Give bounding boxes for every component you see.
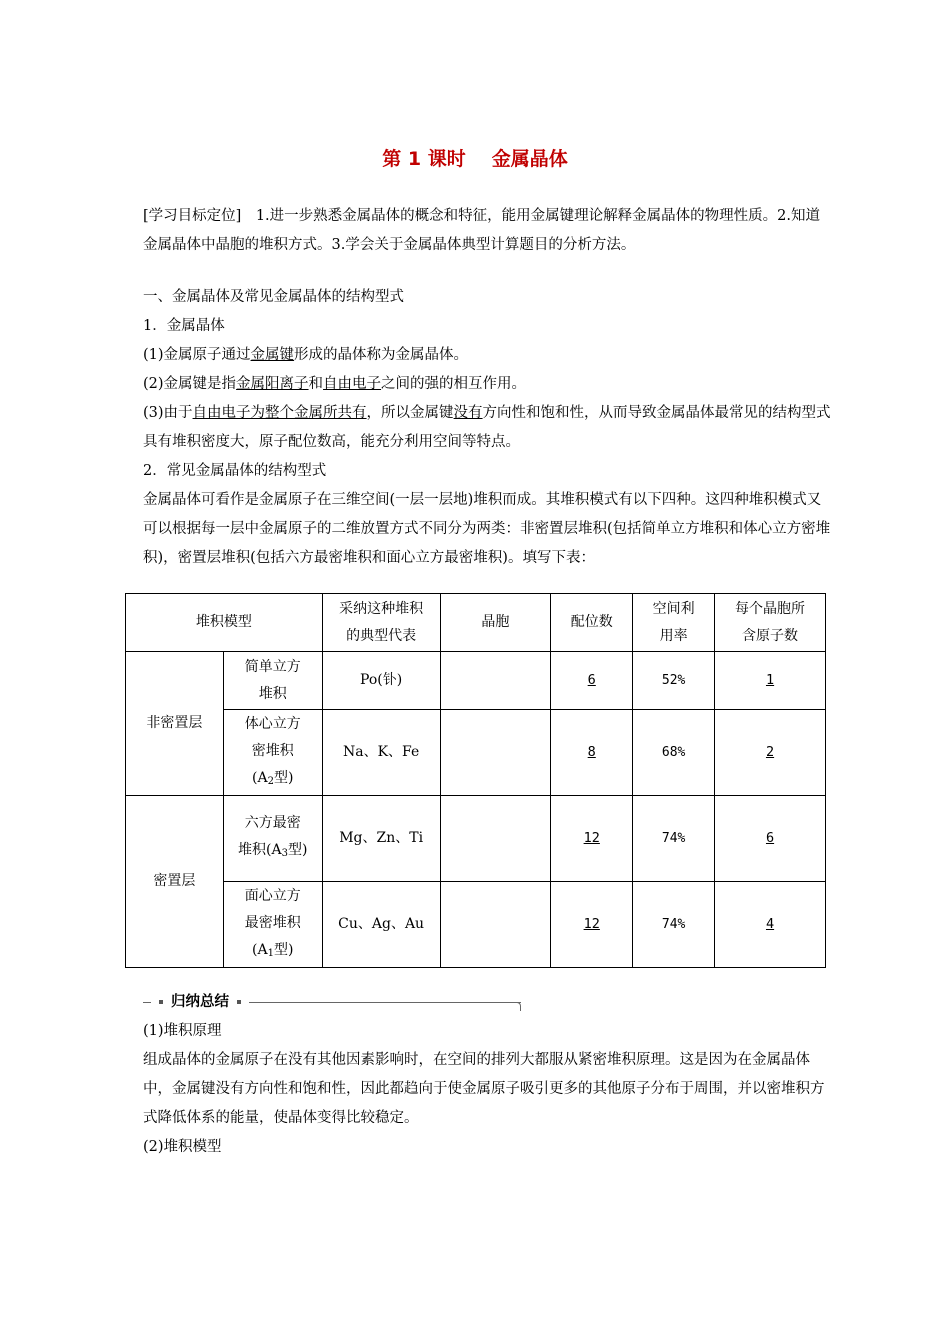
coord-cell: 6	[551, 652, 633, 710]
header-cell: 堆积模型	[126, 594, 323, 652]
coord-cell: 12	[551, 796, 633, 882]
coord-cell: 8	[551, 710, 633, 796]
section-1	[143, 283, 833, 573]
table-row	[126, 796, 826, 882]
answer-blank: 没有	[453, 405, 483, 421]
paragraph: 组成晶体的金属原子在没有其他因素影响时，在空间的排列大都服从紧密堆积原理。这是因为在金属晶体中，金属键没有方向性和饱和性，因此都趋向于使金属原子吸引更多的其他原子分布于周围，并以密堆积方式降低体系的能量，使晶体变得比较稳定。	[143, 1052, 825, 1126]
atoms-cell: 2	[715, 710, 826, 796]
rep-cell: Po(钋)	[322, 652, 440, 710]
header-cell: 配位数	[551, 594, 633, 652]
atoms-cell: 1	[715, 652, 826, 710]
header-cell: 空间利用率	[633, 594, 715, 652]
model-cell: 体心立方密堆积 ($A_2$型)	[223, 710, 322, 796]
model-cell: 面心立方最密堆积 ($A_1$型)	[223, 882, 322, 968]
paragraph: (2)金属键是指金属阳离子和自由电子之间的强的相互作用。	[143, 376, 527, 392]
cell-diagram	[440, 882, 551, 968]
coord-cell: 12	[551, 882, 633, 968]
cell-diagram	[440, 710, 551, 796]
rate-cell: 74%	[633, 882, 715, 968]
lesson-topic: 金属晶体	[491, 148, 568, 170]
paragraph: (1)金属原子通过金属键形成的晶体称为金属晶体。	[143, 347, 469, 363]
page-title	[0, 144, 950, 171]
rep-cell: Cu、Ag、Au	[322, 882, 440, 968]
summary-heading: (1)堆积原理	[143, 1023, 222, 1039]
cell-diagram	[440, 652, 551, 710]
header-cell: 每个晶胞所含原子数	[715, 594, 826, 652]
header-cell: 采纳这种堆积的典型代表	[322, 594, 440, 652]
rate-cell: 68%	[633, 710, 715, 796]
model-cell: 六方最密堆积($A_3$型)	[223, 796, 322, 882]
subsection-heading: 2．常见金属晶体的结构型式	[143, 463, 327, 479]
rate-cell: 74%	[633, 796, 715, 882]
subsection-heading: 1．金属晶体	[143, 318, 225, 334]
header-cell: 晶胞	[440, 594, 551, 652]
paragraph: (3)由于自由电子为整个金属所共有，所以金属键没有方向性和饱和性，从而导致金属晶体最常见的结构型式具有堆积密度大，原子配位数高，能充分利用空间等特点。	[143, 405, 831, 450]
summary-label: 归纳总结	[151, 991, 249, 1013]
group-cell: 非密置层	[126, 652, 224, 796]
summary-section	[143, 1017, 833, 1162]
table-row	[126, 652, 826, 710]
answer-blank: 自由电子为整个金属所共有	[192, 405, 367, 421]
group-cell: 密置层	[126, 796, 224, 968]
answer-blank: 自由电子	[323, 376, 382, 392]
table-row	[126, 882, 826, 968]
summary-banner	[143, 991, 521, 1013]
answer-blank: 金属阳离子	[236, 376, 309, 392]
rep-cell: Mg、Zn、Ti	[322, 796, 440, 882]
table-row	[126, 710, 826, 796]
section-heading: 一、金属晶体及常见金属晶体的结构型式	[143, 289, 404, 305]
answer-blank: 金属键	[250, 347, 295, 363]
rep-cell: Na、K、Fe	[322, 710, 440, 796]
atoms-cell: 6	[715, 796, 826, 882]
learning-objectives: [学习目标定位] 1.进一步熟悉金属晶体的概念和特征，能用金属键理论解释金属晶体的物理性质。2.知道金属晶体中晶胞的堆积方式。3.学会关于金属晶体典型计算题目的分析方法。	[143, 208, 820, 253]
cell-diagram	[440, 796, 551, 882]
atoms-cell: 4	[715, 882, 826, 968]
stacking-table	[125, 593, 826, 968]
table-header-row	[126, 594, 826, 652]
lesson-number: 第 1 课时	[382, 148, 466, 170]
model-cell: 简单立方堆积	[223, 652, 322, 710]
rate-cell: 52%	[633, 652, 715, 710]
paragraph: 金属晶体可看作是金属原子在三维空间(一层一层地)堆积而成。其堆积模式有以下四种。这四种堆积模式又可以根据每一层中金属原子的二维放置方式不同分为两类：非密置层堆积(包括简单立方堆积和体心立方密堆积)，密置层堆积(包括六方最密堆积和面心立方最密堆积)。填写下表：	[143, 492, 831, 566]
summary-heading: (2)堆积模型	[143, 1139, 222, 1155]
